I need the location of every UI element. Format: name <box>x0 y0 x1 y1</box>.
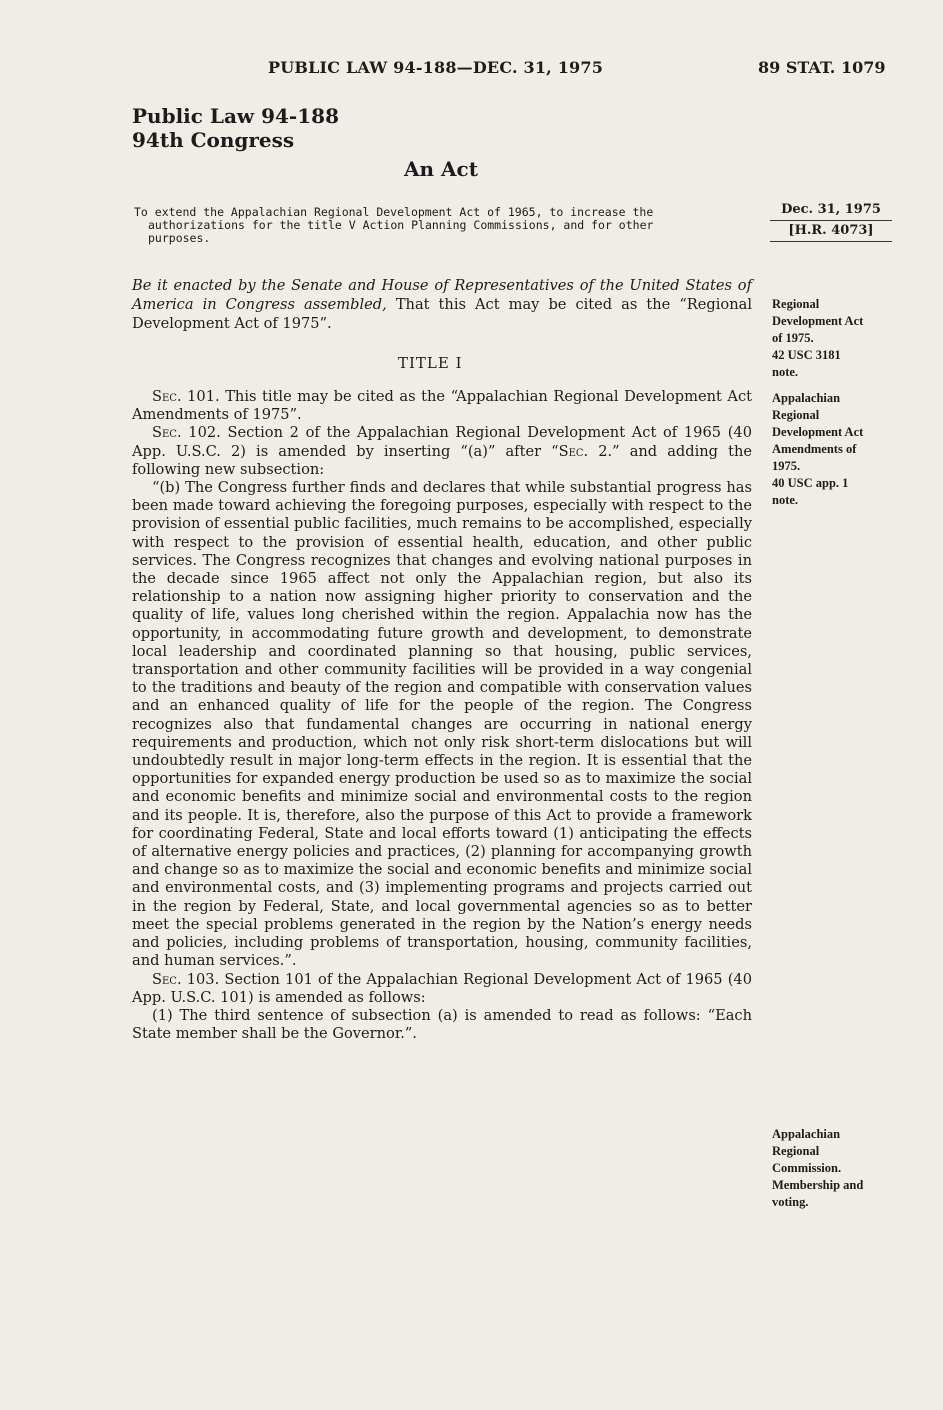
statute-page-number: 89 STAT. 1079 <box>758 58 886 77</box>
margin-note-appalachian-amendments: Appalachian Regional Development Act Amendments of 1975. 40 USC app. 1 note. <box>772 391 864 507</box>
law-title-block <box>132 104 339 152</box>
an-act-heading: An Act <box>404 157 478 181</box>
margin-note-commission-membership: Appalachian Regional Commission. Membership and voting. <box>772 1127 864 1209</box>
enacting-clause <box>132 276 752 333</box>
purpose-line-1: To extend the Appalachian Regional Development Act of 1965, to increase the <box>134 205 654 219</box>
section-102-quoted-subsection: “(b) The Congress further finds and declares that while substantial progress has been made toward achieving the foregoing purposes, especially with respect to the provision of essential public facilities, much remains to be accomplished, especially with respect to the provision of essential health, education, and other public services. The Congress recognizes that changes and evolving national purposes in the decade since 1965 affect not only the Appalachian region, but also its relationship to a nation now assigning higher priority to conservation and the quality of life, values long cherished within the region. Appalachia now has the opportunity, in accommodating future growth and development, to demonstrate local leadership and coordinated planning so that housing, public services, transportation and other community facilities will be provided in a way congenial to the traditions and beauty of the region and compatible with conservation values and an enhanced quality of life for the people of the region. The Congress recognizes also that fundamental changes are occurring in national energy requirements and production, which not only risk short-term dislocations but will undoubtedly result in major long-term effects in the region. It is essential that the opportunities for expanded energy production be used so as to maximize the social and economic benefits and minimize social and environmental costs to the region and its people. It is, therefore, also the purpose of this Act to provide a framework for coordinating Federal, State and local efforts toward (1) anticipating the effects of alternative energy policies and practices, (2) planning for accompanying growth and change so as to maximize the social and economic benefits and minimize social and environmental costs, and (3) implementing programs and projects carried out in the region by Federal, State, and local governmental agencies so as to better meet the special problems generated in the region by the Nation’s energy needs and policies, including problems of transportation, housing, community facilities, and human services.”. <box>132 479 752 970</box>
purpose-line-2: authorizations for the title V Action Planning Commissions, and for other <box>148 218 654 232</box>
title-heading: TITLE I <box>398 354 463 372</box>
purpose-statement <box>134 206 754 245</box>
enactment-date-box <box>770 200 892 242</box>
congress-number: 94th Congress <box>132 128 295 152</box>
enactment-date: Dec. 31, 1975 <box>770 200 892 221</box>
section-103: Sec. 103. Section 101 of the Appalachian Regional Development Act of 1965 (40 App. U.S.C. 101) is amended as follows: <box>132 970 752 1006</box>
body-text <box>132 388 752 1043</box>
short-title-clause: That this Act may be cited as the “Regional Development Act of 1975”. <box>132 296 752 332</box>
enacting-formula: Be it enacted by the Senate and House of Representatives of the United States of America in Congress assembled, <box>132 277 752 313</box>
section-101: Sec. 101. This title may be cited as the “Appalachian Regional Development Act Amendments of 1975”. <box>132 388 752 424</box>
section-103-paragraph-1: (1) The third sentence of subsection (a) is amended to read as follows: “Each State member shall be the Governor.”. <box>132 1006 752 1043</box>
running-header: PUBLIC LAW 94-188—DEC. 31, 1975 <box>268 58 604 77</box>
margin-note-regional-development-act: Regional Development Act of 1975. 42 USC 3181 note. <box>772 297 864 379</box>
bleed-through-text <box>798 566 801 582</box>
section-102: Sec. 102. Section 2 of the Appalachian Regional Development Act of 1965 (40 App. U.S.C. 2) is amended by inserting “(a)” after “Sec. 2.” and adding the following new subsection: <box>132 424 752 478</box>
public-law-number: Public Law 94-188 <box>132 104 339 128</box>
purpose-line-3: purposes. <box>148 231 211 245</box>
bill-number: [H.R. 4073] <box>770 221 892 242</box>
